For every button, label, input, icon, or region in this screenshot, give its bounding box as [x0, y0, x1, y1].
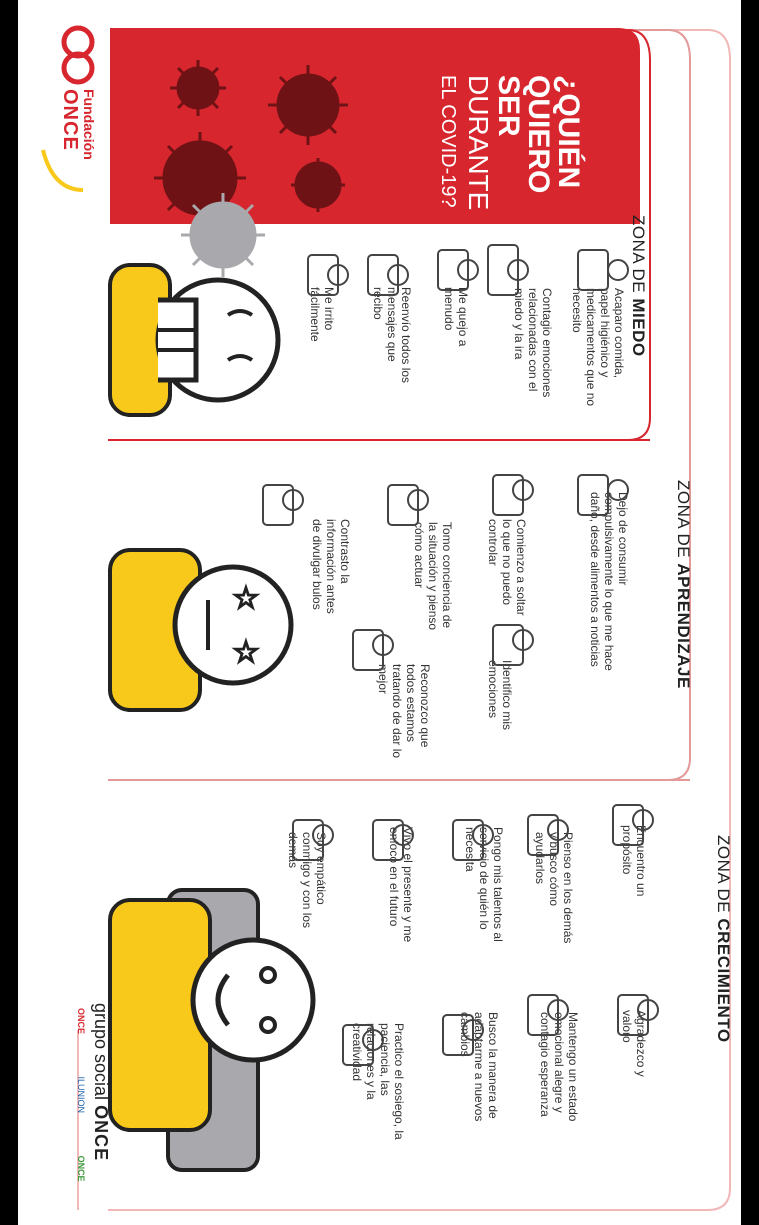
- crecimiento-item: Pongo mis talentos al servicio de quién lo necesita: [463, 827, 505, 942]
- aprendizaje-item: Identifico mis emociones: [486, 660, 514, 731]
- miedo-item: Me irrito fácilmente: [308, 287, 336, 342]
- brand-label: [55, 89, 97, 209]
- crecimiento-item: Encuentro un propósito: [620, 825, 648, 897]
- zone-aprendizaje-title: ZONA DE APRENDIZAJE: [674, 480, 693, 689]
- aprendizaje-item: Comienzo a soltar lo que no puedo controlar: [486, 519, 528, 616]
- zone-miedo-title: ZONA DE MIEDO: [629, 215, 648, 357]
- hero-line5: EL COVID-19?: [437, 75, 459, 208]
- miedo-item: Contagio emociones relacionadas con el miedo y la ira: [512, 288, 554, 398]
- hero-title: [413, 75, 583, 275]
- footer-logo-ilunion: ILUNION: [76, 1076, 86, 1114]
- crecimiento-item: Mantengo un estado emocional alegre y contagio esperanza: [538, 1012, 580, 1122]
- aprendizaje-item: Reconozco que todos estamos tratando de dar lo mejor: [376, 664, 432, 759]
- crecimiento-item: Vivo el presente y me enfoco en el futuro: [387, 827, 415, 943]
- brand-line2: ONCE: [59, 89, 81, 151]
- learning-face-icon: [110, 550, 291, 710]
- growth-face-icon: [110, 890, 313, 1170]
- group-name: ONCE: [91, 1105, 111, 1162]
- aprendizaje-item: Dejo de consumir compulsivamente lo que me hace daño, desde alimentos a noticias: [588, 492, 630, 671]
- crecimiento-item: Agradezco y valoro: [620, 1010, 648, 1077]
- zone-crecimiento-title: ZONA DE CRECIMIENTO: [714, 835, 733, 1043]
- fear-face-icon: [110, 265, 278, 415]
- crecimiento-item: Soy empático conmigo y con los demás: [286, 832, 328, 929]
- infographic-sheet: [18, 0, 741, 1225]
- hero-line1: ¿QUIÉN: [552, 75, 585, 189]
- crecimiento-item: Busco la manera de adaptarme a nuevos cambios: [458, 1012, 500, 1122]
- hero-line3: SER: [492, 75, 525, 137]
- footer-logo-once: ONCE: [76, 1008, 86, 1035]
- svg-text:☆: ☆: [232, 581, 260, 616]
- aprendizaje-item: Tomo conciencia de la situación y pienso cómo actuar: [412, 522, 454, 631]
- hero-line4: DURANTE: [463, 75, 494, 211]
- once-logo-icon: [64, 28, 92, 82]
- miedo-item: Me quejo a menudo: [442, 287, 470, 347]
- footer-logos: [70, 1008, 86, 1208]
- crecimiento-item: Pienso en los demás y busco cómo ayudarlos: [533, 832, 575, 944]
- miedo-item: Acaparo comida, papel higiénico y medicamentos que no necesito: [570, 288, 626, 407]
- brand-line1: Fundación: [81, 89, 97, 160]
- miedo-item: Reenvío todos los mensajes que recibo: [371, 287, 413, 384]
- crecimiento-item: Practico el sosiego, la paciencia, las relaciones y la creatividad: [350, 1023, 406, 1140]
- group-label: grupo social: [91, 1003, 111, 1101]
- svg-text:☆: ☆: [232, 635, 260, 670]
- virus-icon: [181, 193, 265, 277]
- hero-line2: QUIERO: [522, 75, 555, 194]
- footer-group: [85, 1003, 111, 1223]
- footer-logo-once-green: ONCE: [76, 1155, 86, 1182]
- aprendizaje-item: Contrasto la información antes de divulgar bulos: [310, 519, 352, 614]
